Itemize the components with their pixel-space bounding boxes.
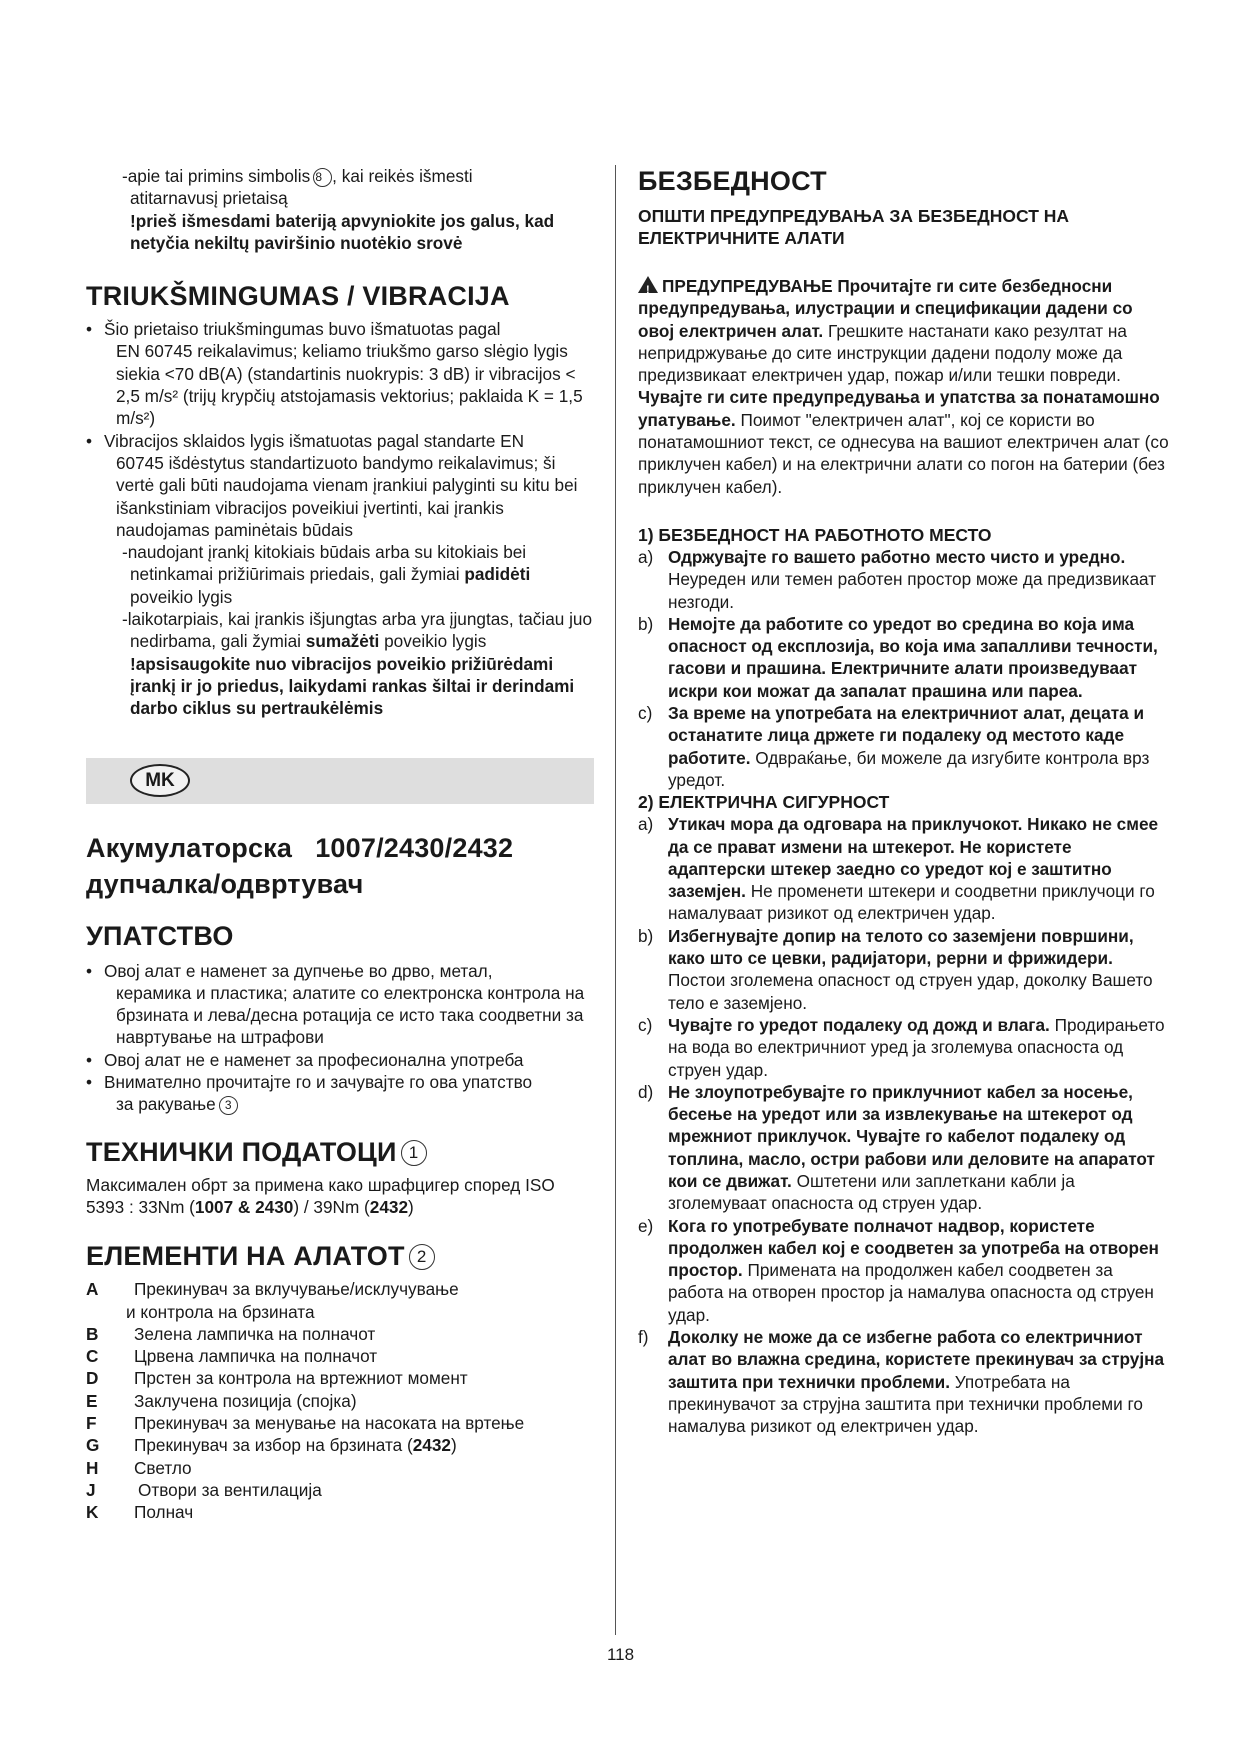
general-warnings-heading: ОПШТИ ПРЕДУПРЕДУВАЊА ЗА БЕЗБЕДНОСТ НА ЕЛЕКТРИЧНИТЕ АЛАТИ bbox=[638, 206, 1070, 248]
safety-item: c) Чувајте го уредот подалеку од дожд и влага. Продирањето на вода во електричниот уред ја зголемува опасноста од струен удар. bbox=[638, 1014, 1165, 1080]
elements-heading: ЕЛЕМЕНТИ НА АЛАТОТ 2 bbox=[86, 1240, 594, 1272]
safety-heading: БЕЗБЕДНОСТ bbox=[638, 166, 827, 196]
warning-triangle-icon: ! bbox=[638, 276, 658, 293]
safety-item: f) Доколку не може да се избегне работа со електричниот алат во влажна средина, користете прекинувач за струјна заштита при технички проблеми. Употребата на прекинувачот за струјна заштита при технички проблеми го намалува ризикот од електричен удар. bbox=[638, 1327, 1165, 1437]
safety-item: c) За време на употребата на електричниот алат, децата и останатите лица држете ги подалеку од местото каде работите. Одвраќање, би можеле да изгубите контрола врз уредот. bbox=[638, 703, 1150, 790]
noise-bullet: • Šio prietaiso triukšmingumas buvo išmatuotas pagal EN 60745 reikalavimus; keliamo triukšmo garso slėgio lygis siekia <70 dB(A) (standartinis nuokrypis: 3 dB) ir vibracijos < 2,5 m/s² (trijų krypčių atstojamasis vektorius; paklaida K = 1,5 m/s²) bbox=[86, 318, 594, 429]
safety-item: a) Утикач мора да одговара на приклучокот. Никако не смее да се прават измени на штекерот. Не користете адаптерски штекер заедно со уредот кој е заштитно заземјен. Не променети штекери и соодветни приклучоци го намалуваат ризикот од електричен удар. bbox=[638, 814, 1159, 924]
battery-warning: !prieš išmesdami bateriją apvyniokite jos galus, kad netyčia nekiltų paviršinio nuotėkio srovė bbox=[130, 210, 555, 253]
callout-3: 3 bbox=[219, 1096, 238, 1115]
manual-heading: УПАТСТВО bbox=[86, 920, 234, 951]
left-column bbox=[86, 165, 594, 1523]
disposal-note: -apie tai primins simbolis 8 , kai reikės išmesti atitarnavusį prietaisą !prieš išmesdami bateriją apvyniokite jos galus, kad netyčia nekiltų paviršinio nuotėkio srovė bbox=[86, 165, 594, 254]
element-item: K Полнач bbox=[86, 1502, 194, 1523]
element-item: E Заклучена позиција (спојка) bbox=[86, 1390, 357, 1411]
element-item: D Прстен за контрола на вртежниот момент bbox=[86, 1368, 468, 1389]
usage-bullet-2: • Овој алат не е наменет за професионална употреба bbox=[86, 1049, 594, 1071]
tech-data-text: Максимален обрт за примена како шрафцигер според ISO 5393 : 33Nm (1007 & 2430) / 39Nm (2432) bbox=[86, 1174, 555, 1217]
vibration-dash-1: -naudojant įrankį kitokiais būdais arba su kitokiais bei netinkamai prižiūrimais priedais, gali žymiai padidėti poveikio lygis bbox=[122, 542, 531, 607]
section-2-heading: 2) ЕЛЕКТРИЧНА СИГУРНОСТ bbox=[638, 792, 890, 813]
element-item: G Прекинувач за избор на брзината (2432) bbox=[86, 1435, 457, 1456]
product-title: Акумулаторска 1007/2430/2432 дупчалка/одвртувач bbox=[86, 832, 514, 899]
tech-data-heading: ТЕХНИЧКИ ПОДАТОЦИ 1 bbox=[86, 1136, 594, 1168]
usage-bullet-3: • Внимателно прочитајте го и зачувајте го ова упатство за ракување 3 bbox=[86, 1071, 594, 1116]
callout-8: 8 bbox=[313, 168, 332, 187]
callout-2: 2 bbox=[409, 1244, 435, 1270]
element-item: B Зелена лампичка на полначот bbox=[86, 1323, 376, 1344]
elements-list bbox=[86, 1278, 594, 1523]
page-number: 118 bbox=[606, 1645, 635, 1664]
safety-item: b) Избегнувајте допир на телото со заземјени површини, како што се цевки, радијатори, рерни и фрижидери. Постои зголемена опасност од струен удар, доколку Вашето тело е заземјено. bbox=[638, 925, 1153, 1013]
element-item: C Црвена лампичка на полначот bbox=[86, 1346, 378, 1367]
right-column bbox=[638, 165, 1170, 1438]
safety-item: e) Кога го употребувате полначот надвор, користете продолжен кабел кој е соодветен за употреба на отворен простор. Примената на продолжен кабел соодветен за работа на отворен простор ја намалува опасноста од струен удар. bbox=[638, 1215, 1159, 1325]
element-item: J Отвори за вентилација bbox=[86, 1479, 322, 1500]
vibration-protect-note: !apsisaugokite nuo vibracijos poveikio prižiūrėdami įrankį ir jo priedus, laikydami rankas šiltai ir derindami darbo ciklus su pertraukėlėmis bbox=[130, 653, 575, 719]
vibration-bullet: • Vibracijos sklaidos lygis išmatuotas pagal standarte EN 60745 išdėstytus standartizuoto bandymo reikalavimus; ši vertė gali būti naudojama vienam įrankiui palyginti su kitu bei išankstiniam vibracijos poveikiui įvertinti, kai įrankis naudojamas paminėtais būdais bbox=[86, 430, 594, 541]
safety-item: b) Немојте да работите со уредот во средина во која има опасност од експлозија, во која има запалливи течности, гасови и прашина. Електричните алати произведуваат искри кои можат да запалат прашина или пареа. bbox=[638, 613, 1158, 701]
callout-1: 1 bbox=[401, 1140, 427, 1166]
element-item: F Прекинувач за менување на насоката на вртење bbox=[86, 1412, 525, 1433]
warning-paragraph: ! ПРЕДУПРЕДУВАЊЕ Прочитајте ги сите безбедносни предупредувања, илустрации и спецификации дадени со овој електричен алат. Грешките настанати како резултат на непридржување до сите инструкции дадени подолу може да предизвикаат електричен удар, пожар и/или тешки повреди. Чувајте ги сите предупредувања и упатства за понатамошно упатување. Поимот "електричен алат", кој се користи во понатамошниот текст, се однесува на вашиот електричен алат (со приклучен кабел) и на електрични алати со погон на батерии (без приклучен кабел). bbox=[638, 276, 1169, 497]
mk-badge: MK bbox=[130, 764, 190, 797]
language-band bbox=[86, 758, 594, 804]
safety-item: d) Не злоупотребувајте го приклучниот кабел за носење, бесење на уредот или за извлекување на штекерот од мрежниот приклучок. Чувајте го кабелот подалеку од топлина, масло, остри рабови или деловите на апаратот кои се движат. Оштетени или заплеткани кабли ја зголемуваат опасноста од струен удар. bbox=[638, 1081, 1155, 1214]
section-1-heading: 1) БЕЗБЕДНОСТ НА РАБОТНОТО МЕСТО bbox=[638, 524, 992, 545]
noise-heading: TRIUKŠMINGUMAS / VIBRACIJA bbox=[86, 281, 510, 312]
usage-bullet-1: • Овој алат е наменет за дупчење во дрво, метал, керамика и пластика; алатите со електронска контрола на брзината и лева/десна ротација се исто така соодветни за навртување на штрафови bbox=[86, 960, 594, 1049]
column-divider bbox=[615, 165, 616, 1635]
vibration-dash-2: -laikotarpiais, kai įrankis išjungtas arba yra įjungtas, tačiau juo nedirbama, gali žymiai sumažėti poveikio lygis bbox=[122, 609, 593, 652]
safety-item: a) Одржувајте го вашето работно место чисто и уредно. Неуреден или темен работен простор може да предизвикаат незгоди. bbox=[638, 546, 1157, 612]
element-item: H Светло bbox=[86, 1457, 192, 1478]
element-item: A Прекинувач за вклучување/исклучување и контрола на брзината bbox=[86, 1279, 459, 1322]
